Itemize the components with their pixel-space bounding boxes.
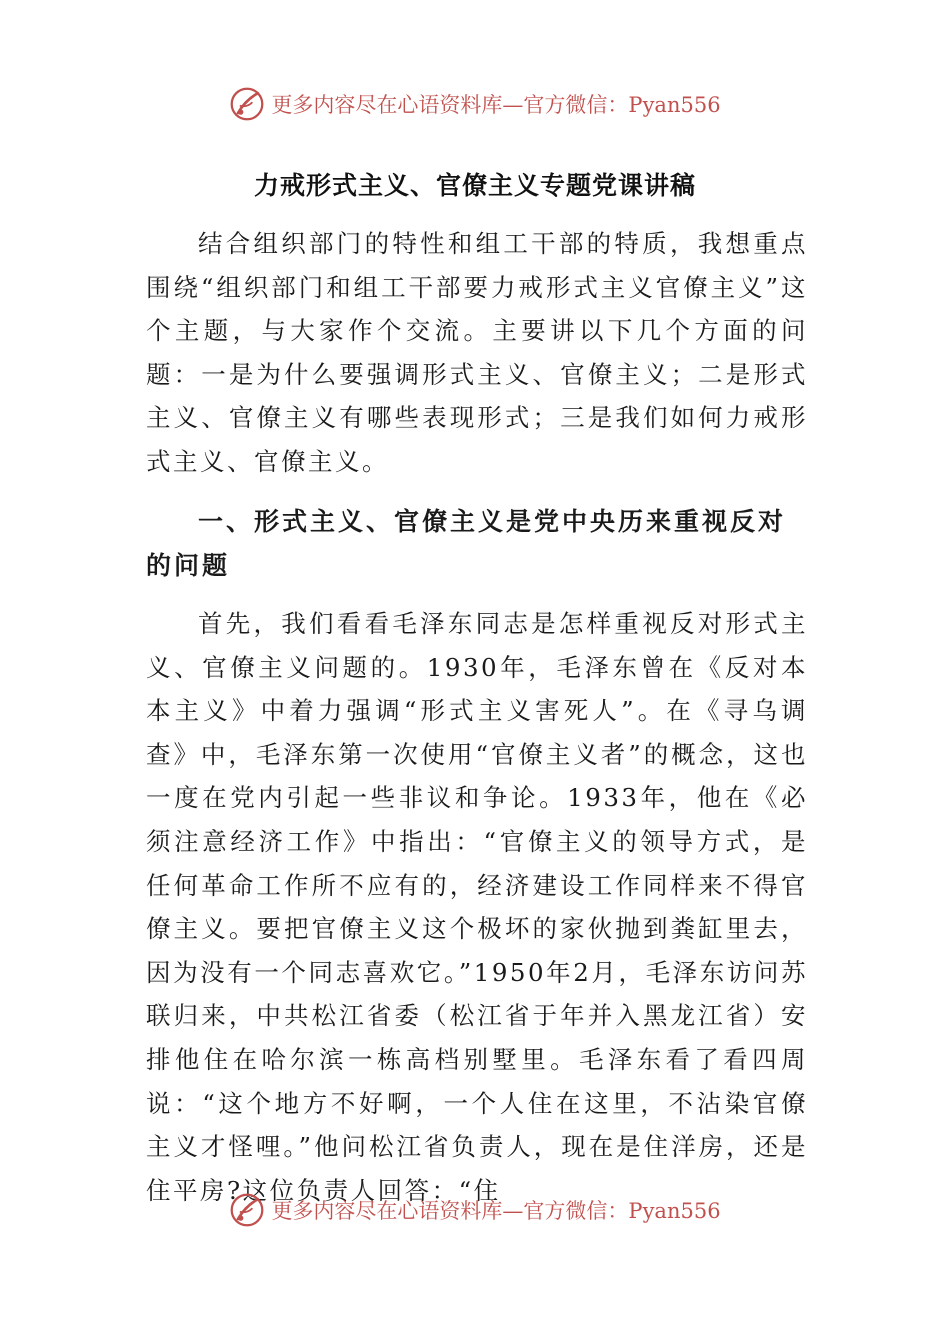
brush-logo-icon [229, 86, 265, 122]
body-paragraph: 首先，我们看看毛泽东同志是怎样重视反对形式主义、官僚主义问题的。1930年，毛泽东曾在《反对本本主义》中着力强调“形式主义害死人”。在《寻乌调查》中，毛泽东第一次使用“官僚主义者”的概念，这也一度在党内引起一些非议和争论。1933年，他在《必须注意经济工作》中指出：“官僚主义的领导方式，是任何革命工作所不应有的，经济建设工作同样来不得官僚主义。要把官僚主义这个极坏的家伙抛到粪缸里去，因为没有一个同志喜欢它。”1950年2月，毛泽东访问苏联归来，中共松江省委（松江省于年并入黑龙江省）安排他住在哈尔滨一栋高档别墅里。毛泽东看了看四周说：“这个地方不好啊，一个人住在这里，不沾染官僚主义才怪哩。”他问松江省负责人，现在是住洋房，还是住平房?这位负责人回答：“住 [146, 609, 808, 1205]
watermark-text: 更多内容尽在心语资料库—官方微信：Pyan556 [271, 93, 721, 117]
section-heading: 一、形式主义、官僚主义是党中央历来重视反对的问题 [146, 507, 787, 580]
watermark-text: 更多内容尽在心语资料库—官方微信：Pyan556 [271, 1199, 721, 1223]
footer-watermark-banner [0, 1188, 950, 1232]
intro-paragraph: 结合组织部门的特性和组工干部的特质，我想重点围绕“组织部门和组工干部要力戒形式主义官僚主义”这个主题，与大家作个交流。主要讲以下几个方面的问题：一是为什么要强调形式主义、官僚主义；二是形式主义、官僚主义有哪些表现形式；三是我们如何力戒形式主义、官僚主义。 [146, 229, 808, 476]
header-watermark-banner [0, 82, 950, 126]
document-title: 力戒形式主义、官僚主义专题党课讲稿 [253, 171, 696, 200]
brush-logo-icon [229, 1192, 265, 1228]
